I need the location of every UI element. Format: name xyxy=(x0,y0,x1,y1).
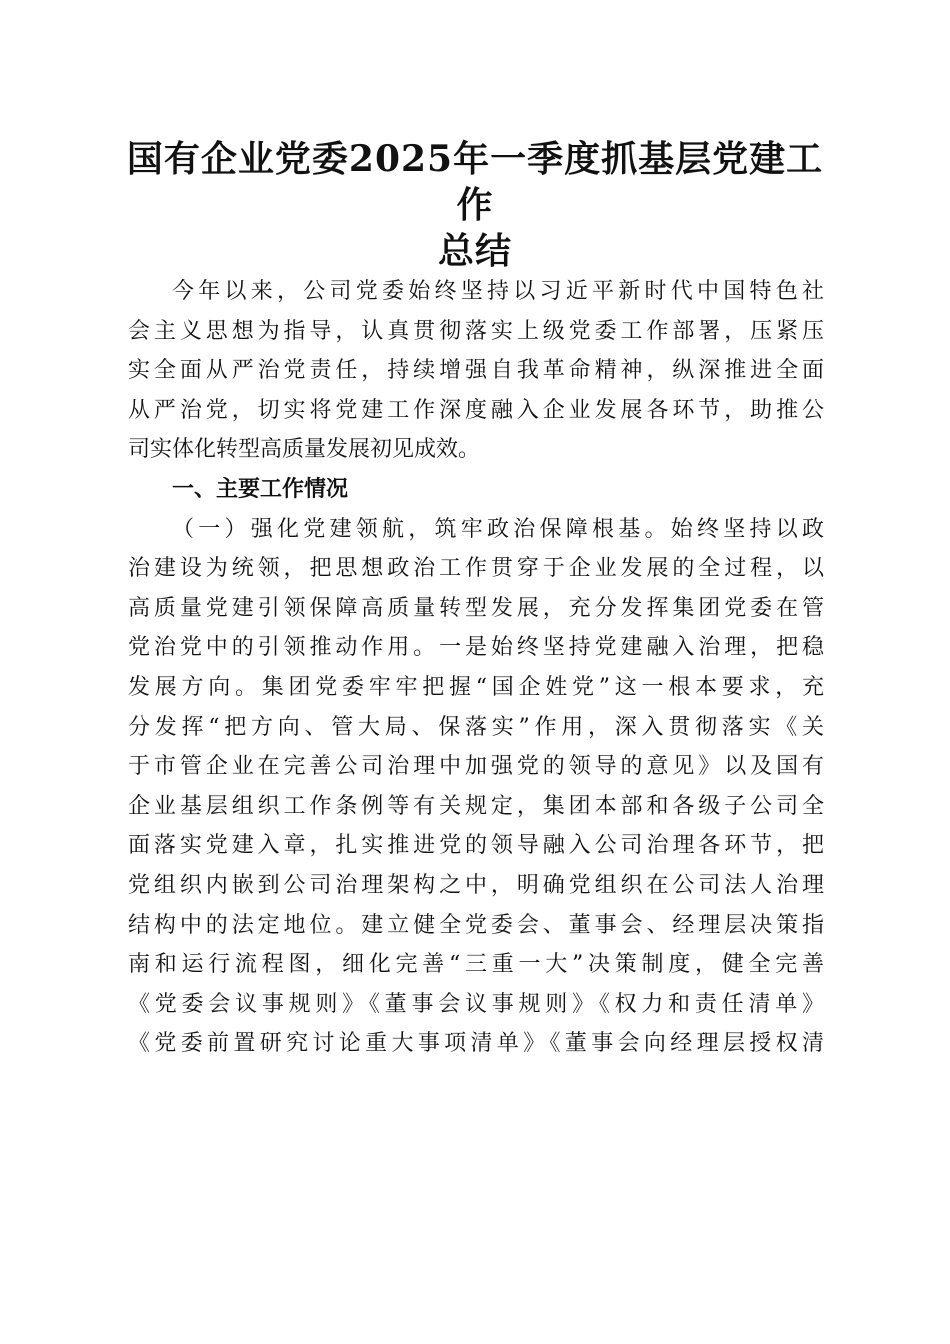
subsection-line: 党组织内嵌到公司治理架构之中，明确党组织在公司法人治理 xyxy=(128,872,824,898)
subsection-line: 分发挥“把方向、管大局、保落实”作用，深入贯彻落实《关 xyxy=(128,714,824,740)
subsection-line: 面落实党建入章，扎实推进党的领导融入公司治理各环节，把 xyxy=(128,833,824,859)
subsection-line: 治建设为统领，把思想政治工作贯穿于企业发展的全过程，以 xyxy=(128,556,824,582)
subsection-line: 企业基层组织工作条例等有关规定，集团本部和各级子公司全 xyxy=(128,793,824,819)
subsection-line: 《党委会议事规则》《董事会议事规则》《权力和责任清单》 xyxy=(128,991,824,1017)
document-body xyxy=(128,272,824,1064)
intro-line: 司实体化转型高质量发展初见成效。 xyxy=(128,437,481,463)
intro-line: 会主义思想为指导，认真贯彻落实上级党委工作部署，压紧压 xyxy=(128,318,824,344)
subsection-line: 结构中的法定地位。建立健全党委会、董事会、经理层决策指 xyxy=(128,912,824,938)
intro-line: 实全面从严治党责任，持续增强自我革命精神，纵深推进全面 xyxy=(128,358,824,384)
subsection-line: 党治党中的引领推动作用。一是始终坚持党建融入治理，把稳 xyxy=(128,635,824,661)
section-heading: 一、主要工作情况 xyxy=(172,476,349,502)
title-line-1: 国有企业党委2025年一季度抓基层党建工作 xyxy=(126,138,824,226)
intro-line: 从严治党，切实将党建工作深度融入企业发展各环节，助推公 xyxy=(128,397,824,423)
subsection-line: 南和运行流程图，细化完善“三重一大”决策制度，健全完善 xyxy=(128,952,824,978)
title-line-2: 总结 xyxy=(437,230,512,272)
subsection-line: 高质量党建引领保障高质量转型发展，充分发挥集团党委在管 xyxy=(128,595,824,621)
subsection-line: 发展方向。集团党委牢牢把握“国企姓党”这一根本要求，充 xyxy=(128,674,824,700)
subsection-line: 于市管企业在完善公司治理中加强党的领导的意见》以及国有 xyxy=(128,754,824,780)
intro-line: 今年以来，公司党委始终坚持以习近平新时代中国特色社 xyxy=(172,279,824,304)
subsection-line: （一）强化党建领航，筑牢政治保障根基。始终坚持以政 xyxy=(172,516,824,542)
subsection-line: 《党委前置研究讨论重大事项清单》《董事会向经理层授权清 xyxy=(128,1031,824,1057)
document-title xyxy=(110,136,840,274)
